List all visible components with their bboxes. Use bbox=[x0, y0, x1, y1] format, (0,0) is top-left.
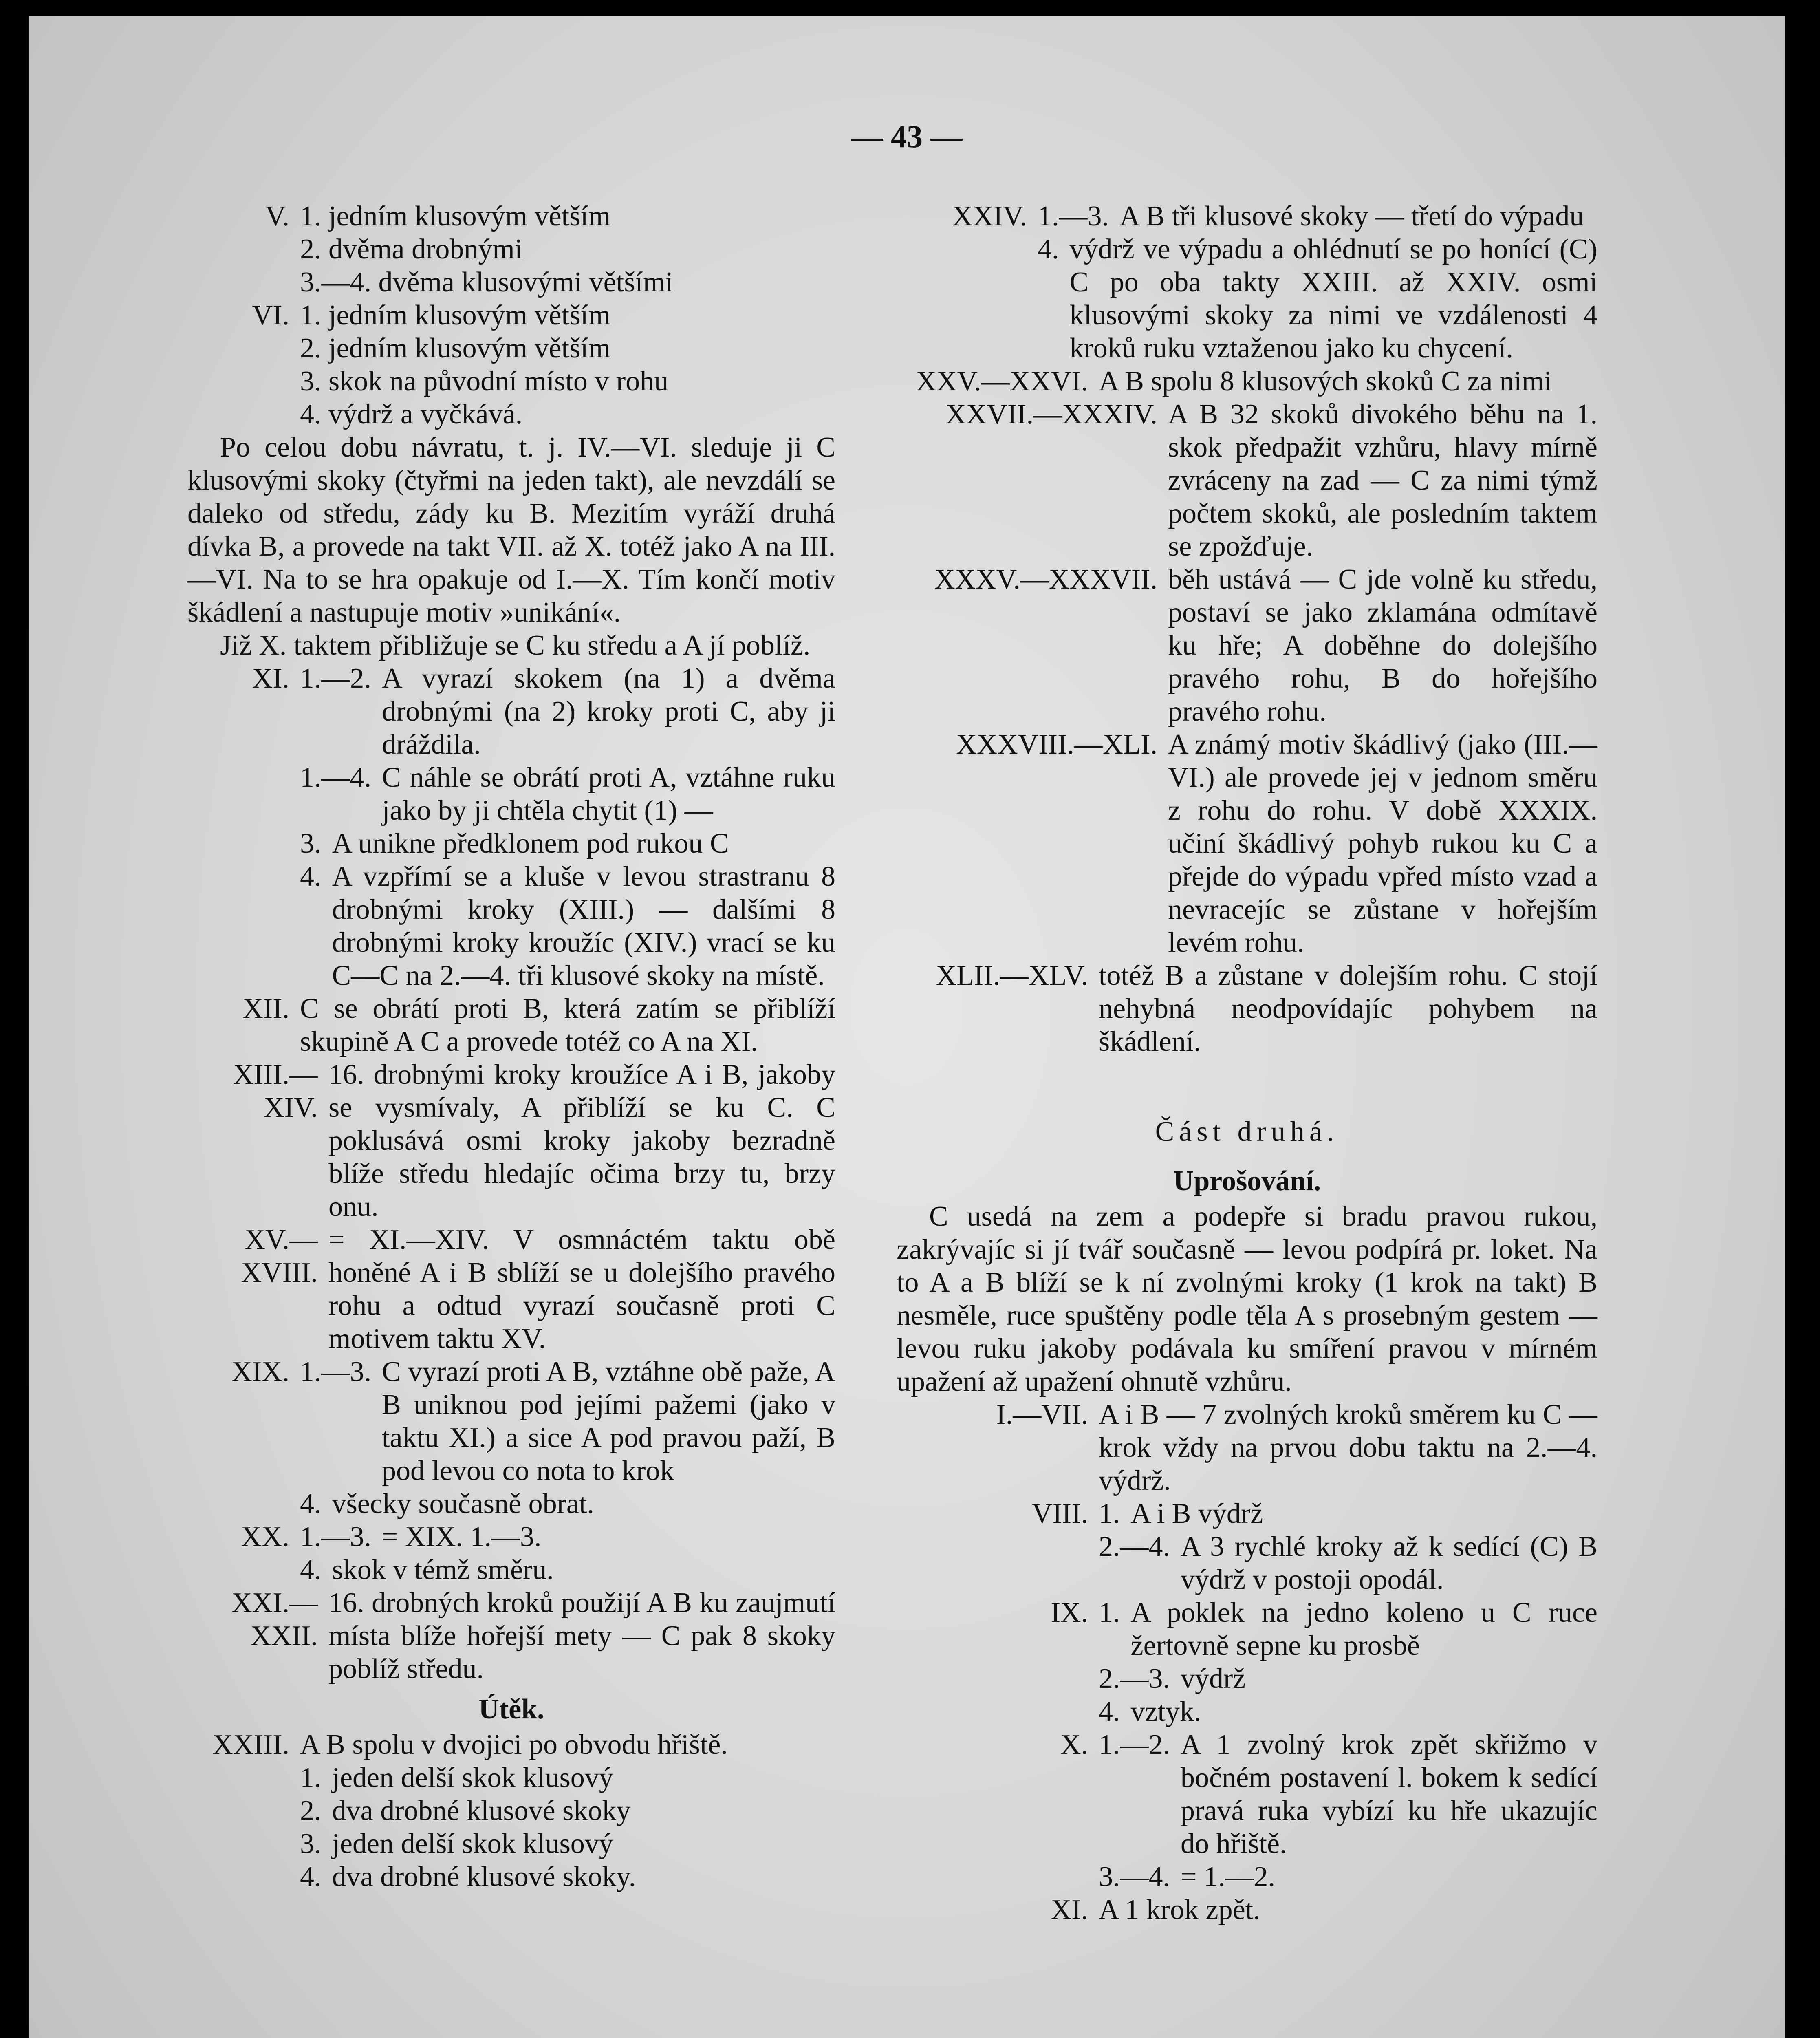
measure-label: XXVII.—XXXIV. bbox=[945, 399, 1157, 430]
measure-label: VI. bbox=[252, 300, 289, 331]
step-text: výdrž bbox=[1181, 1663, 1246, 1694]
measure-label: XXI.—XXII. bbox=[231, 1587, 318, 1652]
measure-label: XXIV. bbox=[952, 201, 1027, 232]
step bbox=[1099, 1860, 1597, 1893]
measure-x bbox=[897, 1728, 1597, 1893]
step-text: C náhle se obrátí proti A, vztáhne ruku jako by ji chtěla chytit (1) — bbox=[382, 762, 835, 826]
measure-intro: A B spolu v dvojici po obvodu hřiště. bbox=[300, 1729, 728, 1760]
measure-label: V. bbox=[265, 201, 289, 232]
step-number: 3. bbox=[300, 1828, 322, 1859]
step-text: všecky současně obrat. bbox=[332, 1488, 594, 1520]
step-text: = 1.—2. bbox=[1181, 1861, 1275, 1892]
measure-xv-xviii bbox=[187, 1223, 835, 1355]
measure-text: totéž B a zůstane v dolejším rohu. C stojí nehybná neodpovídajíc pohybem na škádlení. bbox=[1099, 960, 1597, 1057]
step-number: 4. bbox=[300, 861, 322, 892]
measure-xx bbox=[187, 1520, 835, 1586]
step-line: 3.—4. dvěma klusovými většími bbox=[300, 267, 673, 298]
measure-text: A 1 krok zpět. bbox=[1099, 1894, 1260, 1926]
step bbox=[1099, 1596, 1597, 1662]
measure-label: XLII.—XLV. bbox=[936, 960, 1088, 991]
measure-xxxv-xxxvii bbox=[897, 563, 1597, 728]
step bbox=[300, 1355, 835, 1487]
measure-xi bbox=[187, 662, 835, 992]
measure-label: XII. bbox=[242, 993, 289, 1024]
step-text: A 1 zvolný krok zpět skřižmo v bočném postavení l. bokem k sedící pravá ruka vybízí ku hře ukazujíc do hřiště. bbox=[1181, 1729, 1597, 1859]
step-number: 4. bbox=[300, 1554, 322, 1586]
measure-label: I.—VII. bbox=[996, 1399, 1088, 1430]
measure-label: XI. bbox=[1051, 1894, 1088, 1926]
measure-label: XV.—XVIII. bbox=[241, 1224, 318, 1288]
step-text: A vyrazí skokem (na 1) a dvěma drobnými (na 2) kroky proti C, aby ji dráždila. bbox=[382, 663, 835, 760]
measure-xiii-xiv bbox=[187, 1058, 835, 1223]
step-text: výdrž ve výpadu a ohlédnutí se po honící (C) C po oba takty XXIII. až XXIV. osmi klusovými skoky za nimi ve vzdálenosti 4 kroků ruku vztaženou jako ku chycení. bbox=[1069, 234, 1597, 364]
step-number: 4. bbox=[1099, 1696, 1120, 1727]
measure-xxvii-xxxiv bbox=[897, 398, 1597, 563]
step-line: 1. jedním klusovým větším bbox=[300, 300, 611, 331]
measure-text: = XI.—XIV. V osmnáctém taktu obě honěné A i B sblíží se u dolejšího pravého rohu a odtud vyrazí současně proti C motivem taktu XV. bbox=[328, 1224, 835, 1354]
measure-label: XIII.—XIV. bbox=[233, 1059, 318, 1123]
step-number: 4. bbox=[300, 1488, 322, 1520]
step-number: 2.—3. bbox=[1099, 1663, 1170, 1694]
step-text: A 3 rychlé kroky až k sedící (C) B výdrž v postoji opodál. bbox=[1181, 1531, 1597, 1595]
measure-viii bbox=[897, 1497, 1597, 1596]
paragraph-return: Po celou dobu návratu, t. j. IV.—VI. sleduje ji C klusovými skoky (čtyřmi na jeden takt), ale nevzdálí se daleko od středu, zády ku B. Mezitím vyráží druhá dívka B, a provede na takt VII. až X. totéž jako A na III.—VI. Na to se hra opakuje od I.—X. Tím končí motiv škádlení a nastupuje motiv »unikání«. bbox=[187, 432, 835, 628]
measure-xlii-xlv bbox=[897, 959, 1597, 1058]
left-column bbox=[187, 200, 835, 1893]
step-number: 1.—3. bbox=[300, 1521, 371, 1553]
measure-label: X. bbox=[1060, 1729, 1088, 1760]
measure-text: A B 32 skoků divokého běhu na 1. skok předpažit vzhůru, hlavy mírně zvráceny na zad — C za nimi týmž počtem skoků, ale posledním taktem se zpožďuje. bbox=[1168, 399, 1597, 562]
measure-xxxviii-xli bbox=[897, 728, 1597, 959]
step bbox=[300, 1520, 835, 1553]
section-heading-utek: Útěk. bbox=[478, 1694, 544, 1725]
step-number: 2.—4. bbox=[1099, 1531, 1170, 1562]
step bbox=[300, 1860, 835, 1893]
measure-text: 16. drobnými kroky kroužíce A i B, jakoby se vysmívaly, A přiblíží se ku C. C poklusává osmi kroky jakoby bezradně blíže středu hledajíc očima brzy tu, brzy onu. bbox=[328, 1059, 835, 1222]
step-number: 4. bbox=[1038, 234, 1059, 265]
step-line: 2. dvěma drobnými bbox=[300, 234, 523, 265]
measure-text: 16. drobných kroků použijí A B ku zaujmutí místa blíže hořejší mety — C pak 8 skoky poblíž středu. bbox=[328, 1587, 835, 1685]
measure-label: XXV.—XXVI. bbox=[916, 366, 1088, 397]
step bbox=[1038, 200, 1597, 233]
page-number: — 43 — bbox=[851, 119, 963, 154]
measure-xxiv bbox=[897, 200, 1597, 365]
step bbox=[300, 662, 835, 761]
step-text: A unikne předklonem pod rukou C bbox=[332, 828, 729, 859]
measure-label: VIII. bbox=[1032, 1498, 1088, 1529]
paragraph-x: Již X. taktem přibližuje se C ku středu a A jí poblíž. bbox=[220, 630, 811, 661]
step bbox=[1099, 1662, 1597, 1695]
step bbox=[1099, 1497, 1597, 1530]
step-number: 3.—4. bbox=[1099, 1861, 1170, 1892]
step-number: 1.—2. bbox=[300, 663, 371, 694]
step bbox=[1099, 1695, 1597, 1728]
step-number: 1.—4. bbox=[300, 762, 371, 793]
measure-xxiii bbox=[187, 1728, 835, 1893]
measure-text: běh ustává — C jde volně ku středu, postaví se jako zklamána odmítavě ku hře; A doběhne do dolejšího pravého rohu, B do hořejšího pravého rohu. bbox=[1168, 564, 1597, 727]
measure-label: XXXV.—XXXVII. bbox=[934, 564, 1157, 595]
measure-ix bbox=[897, 1596, 1597, 1728]
step bbox=[300, 761, 835, 827]
step-number: 2. bbox=[300, 1795, 322, 1826]
step bbox=[300, 1761, 835, 1794]
measure-text: C se obrátí proti B, která zatím se přiblíží skupině A C a provede totéž co A na XI. bbox=[300, 993, 835, 1057]
step-number: 1. bbox=[1099, 1597, 1120, 1628]
step-number: 1.—2. bbox=[1099, 1729, 1170, 1760]
measure-vi bbox=[187, 299, 835, 431]
step-number: 3. bbox=[300, 828, 322, 859]
step-number: 1. bbox=[300, 1762, 322, 1793]
measure-xii bbox=[187, 992, 835, 1058]
step-number: 1.—3. bbox=[300, 1356, 371, 1387]
right-column bbox=[897, 200, 1597, 1926]
part-title: Část druhá. bbox=[1155, 1116, 1339, 1147]
step bbox=[300, 1553, 835, 1586]
measure-xix bbox=[187, 1355, 835, 1520]
measure-xxi-xxii bbox=[187, 1586, 835, 1685]
measure-text: A B spolu 8 klusových skoků C za nimi bbox=[1099, 366, 1552, 397]
step-text: dva drobné klusové skoky. bbox=[332, 1861, 636, 1892]
step bbox=[300, 827, 835, 860]
measure-xxv-xxvi bbox=[897, 365, 1597, 398]
step-line: 1. jedním klusovým větším bbox=[300, 201, 611, 232]
step-text: dva drobné klusové skoky bbox=[332, 1795, 631, 1826]
step-text: jeden delší skok klusový bbox=[332, 1762, 613, 1793]
step-text: A B tři klusové skoky — třetí do výpadu bbox=[1119, 201, 1584, 232]
measure-v bbox=[187, 200, 835, 299]
measure-label: XX. bbox=[241, 1521, 289, 1553]
section-heading-uprosovani: Uprošování. bbox=[1173, 1165, 1321, 1197]
step-text: A vzpřímí se a kluše v levou strastranu 8 drobnými kroky (XIII.) — dalšími 8 drobnými kroky kroužíc (XIV.) vrací se ku C—C na 2.—4. tři klusové skoky na místě. bbox=[332, 861, 835, 991]
step-line: 4. výdrž a vyčkává. bbox=[300, 399, 523, 430]
step-text: jeden delší skok klusový bbox=[332, 1828, 613, 1859]
measure-label: IX. bbox=[1051, 1597, 1088, 1628]
step-text: C vyrazí proti A B, vztáhne obě paže, A B uniknou pod jejími pažemi (jako v taktu XI.) a sice A pod pravou paží, B pod levou co nota to krok bbox=[382, 1356, 835, 1487]
step-text: A poklek na jedno koleno u C ruce žertovně sepne ku prosbě bbox=[1130, 1597, 1597, 1661]
paragraph-c: C usedá na zem a podepře si bradu pravou rukou, zakrývajíc si jí tvář současně — levou podpírá pr. loket. Na to A a B blíží se k ní zvolnými kroky (1 krok na takt) B nesměle, ruce spuštěny podle těla A s prosebným gestem — levou ruku jakoby podávala ku smíření pravou v mírném upažení až upažení ohnutě vzhůru. bbox=[897, 1201, 1597, 1397]
step-number: 1.—3. bbox=[1038, 201, 1109, 232]
measure-text: A i B — 7 zvolných kroků směrem ku C — krok vždy na prvou dobu taktu na 2.—4. výdrž. bbox=[1099, 1399, 1597, 1496]
measure-label: XXXVIII.—XLI. bbox=[956, 729, 1157, 760]
step bbox=[300, 1794, 835, 1827]
measure-label: XXIII. bbox=[212, 1729, 289, 1760]
step bbox=[1038, 233, 1597, 365]
step-text: skok v témž směru. bbox=[332, 1554, 554, 1586]
step-line: 2. jedním klusovým větším bbox=[300, 333, 611, 364]
measure-label: XI. bbox=[252, 663, 289, 694]
step-number: 4. bbox=[300, 1861, 322, 1892]
step-text: A i B výdrž bbox=[1130, 1498, 1263, 1529]
step bbox=[1099, 1530, 1597, 1596]
step-text: vztyk. bbox=[1130, 1696, 1201, 1727]
measure-i-vii bbox=[897, 1398, 1597, 1497]
measure-xi-right bbox=[897, 1893, 1597, 1926]
step bbox=[300, 860, 835, 992]
step-number: 1. bbox=[1099, 1498, 1120, 1529]
measure-text: A známý motiv škádlivý (jako (III.—VI.) ale provede jej v jednom směru z rohu do rohu. V době XXXIX. učiní škádlivý pohyb rukou ku C a přejde do výpadu vpřed místo vzad a nevracejíc se zůstane v hořejším levém rohu. bbox=[1168, 729, 1597, 958]
step bbox=[300, 1487, 835, 1520]
step-line: 3. skok na původní místo v rohu bbox=[300, 366, 669, 397]
scanned-page bbox=[29, 16, 1785, 2038]
step-text: = XIX. 1.—3. bbox=[382, 1521, 542, 1553]
step bbox=[1099, 1728, 1597, 1860]
measure-label: XIX. bbox=[231, 1356, 289, 1387]
step bbox=[300, 1827, 835, 1860]
